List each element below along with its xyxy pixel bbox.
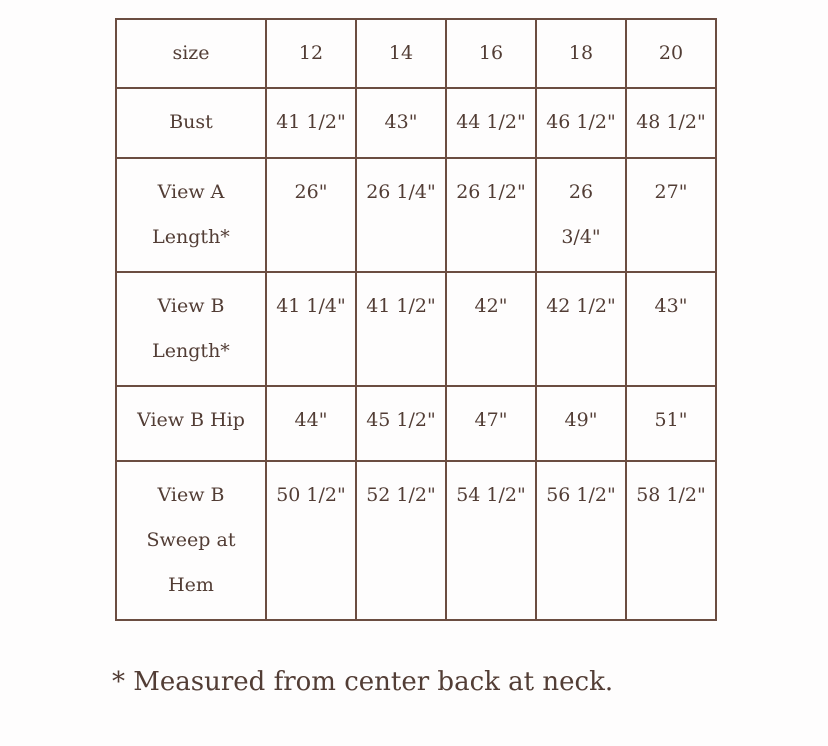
- value-cell: 44": [266, 386, 356, 461]
- value-cell: 41 1/2": [356, 272, 446, 386]
- value-cell: 46 1/2": [536, 88, 626, 158]
- value-cell: 27": [626, 158, 716, 272]
- table-row-bust: [116, 88, 716, 158]
- table-row-view-a-length: [116, 158, 716, 272]
- table-row-view-b-sweep-at-hem: [116, 461, 716, 620]
- value-cell: 51": [626, 386, 716, 461]
- header-cell-18: 18: [536, 19, 626, 88]
- row-label-cell: View A Length*: [116, 158, 266, 272]
- header-cell-20: 20: [626, 19, 716, 88]
- value-cell: 52 1/2": [356, 461, 446, 620]
- value-cell: 26": [266, 158, 356, 272]
- value-cell: 42 1/2": [536, 272, 626, 386]
- row-label-cell: View B Length*: [116, 272, 266, 386]
- value-cell: 26 1/4": [356, 158, 446, 272]
- row-label-cell: View B Sweep at Hem: [116, 461, 266, 620]
- size-chart-page: [0, 18, 828, 746]
- row-label-cell: Bust: [116, 88, 266, 158]
- value-cell: 41 1/4": [266, 272, 356, 386]
- value-cell: 56 1/2": [536, 461, 626, 620]
- value-cell: 47": [446, 386, 536, 461]
- size-chart-table: [115, 18, 717, 621]
- value-cell: 42": [446, 272, 536, 386]
- table-header-row: [116, 19, 716, 88]
- table-row-view-b-hip: [116, 386, 716, 461]
- value-cell: 48 1/2": [626, 88, 716, 158]
- header-cell-12: 12: [266, 19, 356, 88]
- value-cell: 44 1/2": [446, 88, 536, 158]
- row-label-cell: View B Hip: [116, 386, 266, 461]
- footnote: * Measured from center back at neck.: [112, 667, 614, 697]
- value-cell: 26 3/4": [536, 158, 626, 272]
- value-cell: 26 1/2": [446, 158, 536, 272]
- value-cell: 43": [626, 272, 716, 386]
- value-cell: 43": [356, 88, 446, 158]
- header-cell-14: 14: [356, 19, 446, 88]
- header-cell-size: size: [116, 19, 266, 88]
- table-row-view-b-length: [116, 272, 716, 386]
- value-cell: 58 1/2": [626, 461, 716, 620]
- value-cell: 50 1/2": [266, 461, 356, 620]
- value-cell: 54 1/2": [446, 461, 536, 620]
- header-cell-16: 16: [446, 19, 536, 88]
- value-cell: 41 1/2": [266, 88, 356, 158]
- value-cell: 49": [536, 386, 626, 461]
- value-cell: 45 1/2": [356, 386, 446, 461]
